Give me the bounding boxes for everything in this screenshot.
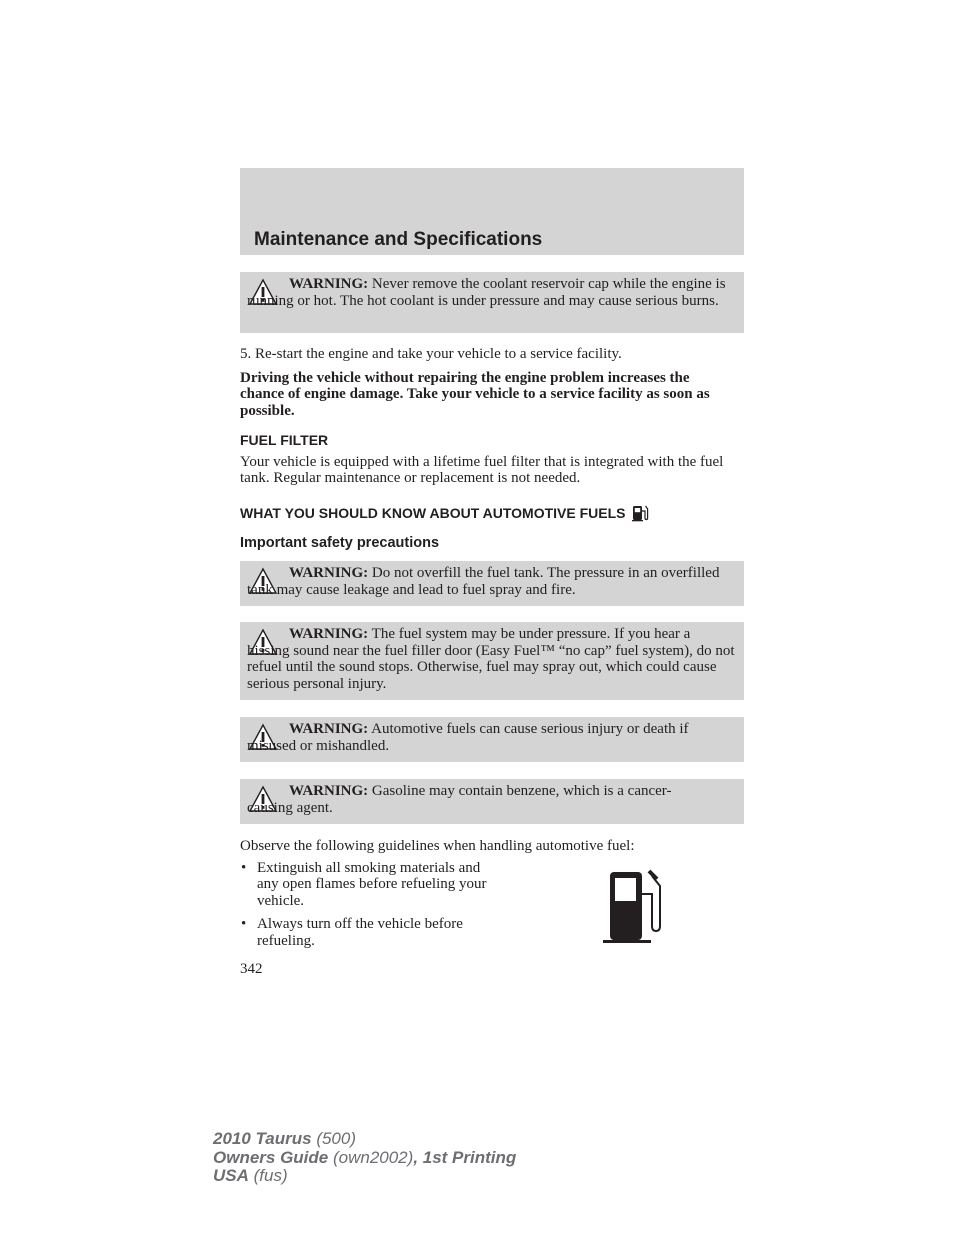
automotive-fuels-heading-text: WHAT YOU SHOULD KNOW ABOUT AUTOMOTIVE FUELS [240,505,626,521]
warning-box-coolant [240,272,744,333]
warning-text [247,276,736,309]
section-title: Maintenance and Specifications [254,229,543,250]
warning-text [247,783,674,816]
fuel-filter-text: Your vehicle is equipped with a lifetime fuel filter that is integrated with the fuel tank. Regular maintenance or replacement is not needed. [240,454,724,487]
guidelines-list [240,860,490,956]
warning-box-benzene [240,779,744,824]
warning-label: WARNING: [289,783,369,799]
step-5-text: 5. Re-start the engine and take your vehicle to a service facility. [240,346,622,362]
list-item-text: Always turn off the vehicle before refueling. [257,916,463,949]
footer-market: USA [213,1166,249,1185]
footer-guide-code: (own2002) [328,1147,414,1167]
warning-box-pressure [240,622,744,700]
bullet-marker: • [241,860,247,876]
guidelines-intro: Observe the following guidelines when handling automotive fuel: [240,838,635,854]
footer-line-3 [213,1167,516,1186]
warning-box-overfill [240,561,744,606]
automotive-fuels-heading [240,503,649,522]
document-footer [213,1130,516,1186]
list-item [240,860,490,909]
footer-printing: , 1st Printing [413,1147,517,1167]
warning-label: WARNING: [289,276,369,292]
footer-line-2 [213,1149,516,1168]
fuel-pump-icon [631,503,649,522]
footer-model: 2010 Taurus [213,1129,312,1148]
warning-message: Never remove the coolant reservoir cap while the engine is running or hot. The hot coolant is under pressure and may cause serious burns. [247,276,726,309]
footer-line-1 [213,1130,516,1149]
fuel-pump-icon [600,868,666,946]
warning-text [247,626,736,692]
bullet-marker: • [241,916,247,933]
list-item [240,916,490,949]
engine-damage-notice: Driving the vehicle without repairing the engine problem increases the chance of engine damage. Take your vehicle to a service facility as soon as possible. [240,370,710,419]
warning-box-fuels-injury [240,717,744,762]
page-number: 342 [240,961,263,977]
warning-message: The fuel system may be under pressure. If you hear a hissing sound near the fuel filler door (Easy Fuel™ “no cap” fuel system), do not refuel until the sound stops. Otherwise, fuel may spray out, which could cause serious personal injury. [247,626,735,692]
safety-precautions-heading: Important safety precautions [240,535,440,551]
section-header-band [240,168,744,255]
warning-text [247,721,736,754]
warning-message: Do not overfill the fuel tank. The pressure in an overfilled tank may cause leakage and lead to fuel spray and fire. [247,565,720,598]
fuel-filter-heading: FUEL FILTER [240,432,329,448]
footer-market-code: (fus) [248,1166,288,1185]
footer-model-code: (500) [311,1129,357,1148]
list-item-text: Extinguish all smoking materials and any open flames before refueling your vehicle. [257,860,487,909]
footer-guide: Owners Guide [213,1147,329,1167]
warning-message: Automotive fuels can cause serious injury or death if misused or mishandled. [247,721,689,754]
warning-label: WARNING: [289,565,369,581]
warning-label: WARNING: [289,626,369,642]
warning-text [247,565,736,598]
warning-label: WARNING: [289,721,369,737]
warning-message: Gasoline may contain benzene, which is a cancer-causing agent. [247,783,672,816]
